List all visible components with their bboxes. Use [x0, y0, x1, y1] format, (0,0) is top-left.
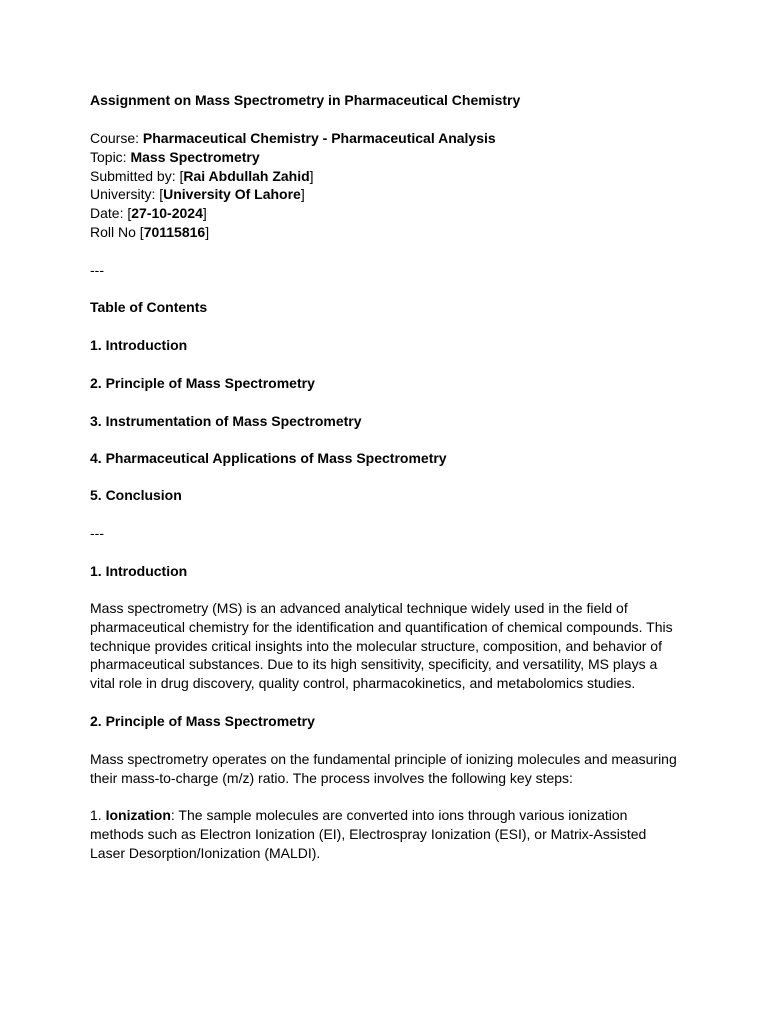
date-value: 27-10-2024 [131, 205, 203, 222]
document-meta [90, 129, 690, 242]
separator-2: --- [90, 525, 104, 541]
course-label: Course: [90, 130, 143, 146]
university-label: University: [ [90, 186, 164, 203]
principle-paragraph: Mass spectrometry operates on the fundamental principle of ionizing molecules and measuring their mass-to-charge (m/z) ratio. The process involves the following key steps: [90, 751, 677, 786]
roll-label: Roll No [ [90, 223, 144, 240]
topic-label: Topic: [90, 148, 131, 165]
university-value: University Of Lahore [163, 186, 301, 203]
principle-heading: 2. Principle of Mass Spectrometry [90, 713, 315, 729]
separator-1: --- [90, 262, 104, 278]
toc-item-introduction: 1. Introduction [90, 337, 188, 353]
toc-item-principle: 2. Principle of Mass Spectrometry [90, 375, 315, 391]
step-description: : The sample molecules are converted into ions through various ionization methods such as Electron Ionization (EI), Electrospray Ionization (ESI), or Matrix-Assisted Laser Desorption/Ionization (MALDI). [90, 807, 647, 861]
toc-heading: Table of Contents [90, 299, 208, 315]
university-line [90, 185, 690, 204]
submitted-line [90, 167, 690, 186]
roll-close: ] [205, 223, 210, 240]
course-value: Pharmaceutical Chemistry - Pharmaceutical Analysis [142, 130, 496, 146]
submitted-label: Submitted by: [ [90, 167, 184, 184]
university-close: ] [300, 186, 305, 203]
step-number: 1. [90, 807, 106, 823]
introduction-heading: 1. Introduction [90, 563, 188, 579]
toc-item-instrumentation: 3. Instrumentation of Mass Spectrometry [90, 413, 362, 429]
roll-value: 70115816 [143, 223, 206, 240]
toc-item-applications: 4. Pharmaceutical Applications of Mass Spectrometry [90, 450, 447, 466]
topic-line [90, 148, 690, 167]
date-label: Date: [ [90, 205, 132, 222]
document-title: Assignment on Mass Spectrometry in Pharmaceutical Chemistry [90, 92, 521, 108]
date-line [90, 204, 690, 223]
date-close: ] [202, 205, 207, 222]
roll-line [90, 223, 690, 242]
step-term: Ionization [105, 807, 171, 823]
course-line [90, 129, 690, 148]
introduction-paragraph: Mass spectrometry (MS) is an advanced analytical technique widely used in the field of pharmaceutical chemistry for the identification and quantification of chemical compounds. This technique provides critical insights into the molecular structure, composition, and behavior of pharmaceutical substances. Due to its high sensitivity, specificity, and versatility, MS plays a vital role in drug discovery, quality control, pharmacokinetics, and metabolomics studies. [90, 600, 673, 692]
submitted-close: ] [309, 167, 314, 184]
submitted-value: Rai Abdullah Zahid [183, 167, 310, 184]
topic-value: Mass Spectrometry [130, 148, 260, 165]
step-ionization [90, 806, 682, 862]
toc-item-conclusion: 5. Conclusion [90, 487, 182, 503]
